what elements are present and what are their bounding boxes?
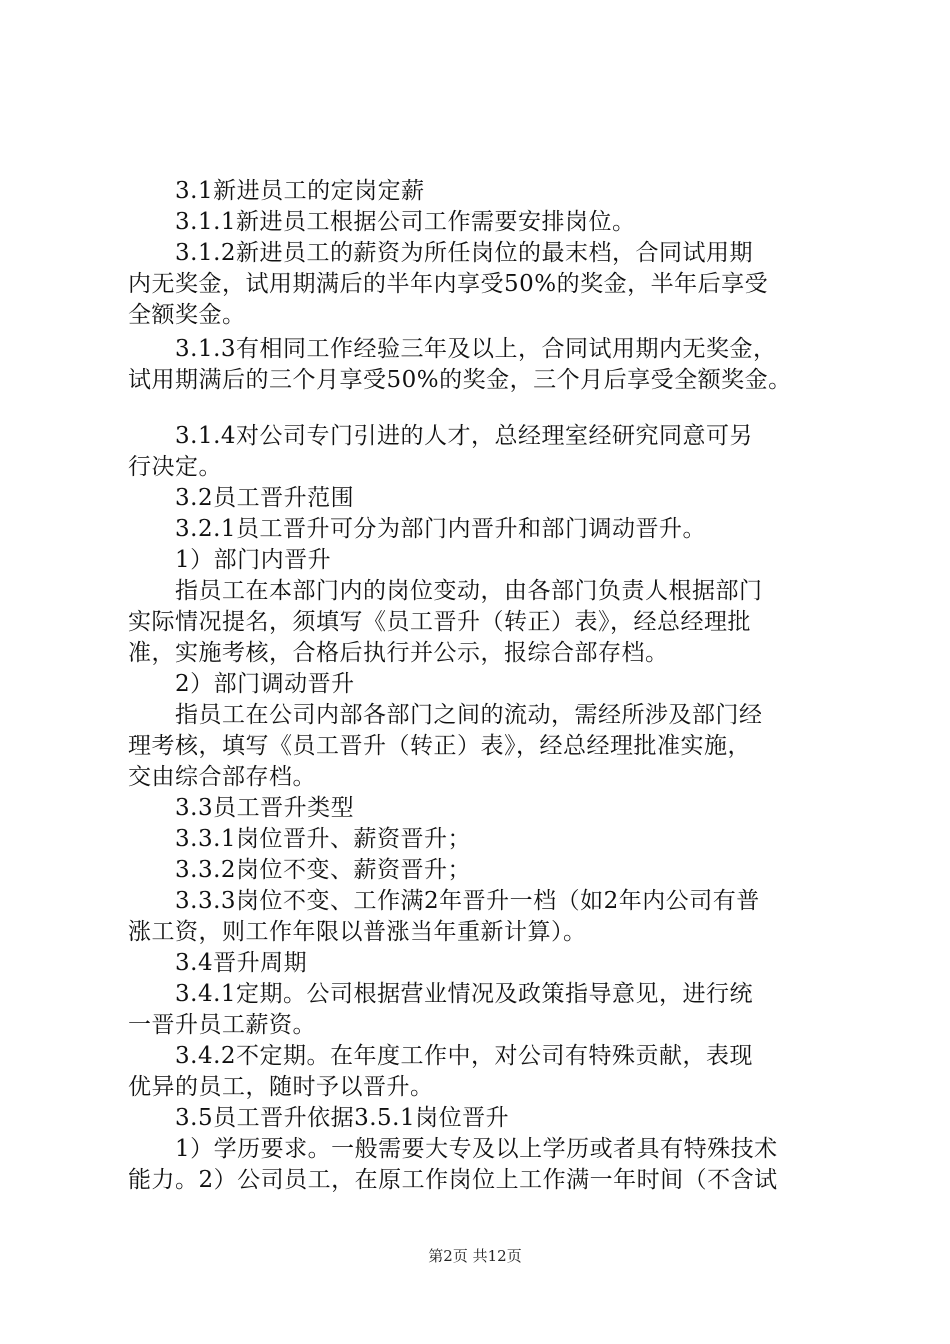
paragraph-line: 3.1.1新进员工根据公司工作需要安排岗位。 xyxy=(128,209,636,235)
page-number-footer: 第2页 共12页 xyxy=(428,1247,522,1265)
paragraph-line: 内无奖金，试用期满后的半年内享受50%的奖金，半年后享受 xyxy=(128,271,769,297)
paragraph-line: 2）部门调动晋升 xyxy=(128,671,355,697)
paragraph-line: 3.4.1定期。公司根据营业情况及政策指导意见，进行统 xyxy=(128,981,754,1007)
paragraph-line: 指员工在本部门内的岗位变动，由各部门负责人根据部门 xyxy=(128,578,763,604)
paragraph-line: 3.3员工晋升类型 xyxy=(128,795,355,821)
paragraph-line: 涨工资，则工作年限以普涨当年重新计算）。 xyxy=(128,919,587,945)
paragraph-line: 准，实施考核，合格后执行并公示，报综合部存档。 xyxy=(128,640,669,666)
paragraph-line: 3.1新进员工的定岗定薪 xyxy=(128,178,425,204)
paragraph-line: 3.3.3岗位不变、工作满2年晋升一档（如2年内公司有普 xyxy=(128,888,760,914)
paragraph-line: 3.3.2岗位不变、薪资晋升； xyxy=(128,857,472,883)
paragraph-line: 1）学历要求。一般需要大专及以上学历或者具有特殊技术 xyxy=(128,1136,778,1162)
paragraph-line: 3.1.3有相同工作经验三年及以上，合同试用期内无奖金， xyxy=(128,336,777,362)
paragraph-line: 1）部门内晋升 xyxy=(128,547,332,573)
paragraph-line: 试用期满后的三个月享受50%的奖金，三个月后享受全额奖金。 xyxy=(128,367,792,393)
paragraph-line: 3.3.1岗位晋升、薪资晋升； xyxy=(128,826,472,852)
paragraph-line: 全额奖金。 xyxy=(128,302,246,328)
paragraph-line: 3.5员工晋升依据3.5.1岗位晋升 xyxy=(128,1105,510,1131)
paragraph-line: 一晋升员工薪资。 xyxy=(128,1012,316,1038)
paragraph-line: 3.4晋升周期 xyxy=(128,950,308,976)
paragraph-line: 交由综合部存档。 xyxy=(128,764,316,790)
paragraph-line: 3.2员工晋升范围 xyxy=(128,485,355,511)
paragraph-line: 3.1.4对公司专门引进的人才，总经理室经研究同意可另 xyxy=(128,423,754,449)
paragraph-line: 3.1.2新进员工的薪资为所任岗位的最末档，合同试用期 xyxy=(128,240,754,266)
paragraph-line: 实际情况提名，须填写《员工晋升（转正）表》，经总经理批 xyxy=(128,609,751,635)
paragraph-line: 3.4.2不定期。在年度工作中，对公司有特殊贡献，表现 xyxy=(128,1043,754,1069)
paragraph-line: 3.2.1员工晋升可分为部门内晋升和部门调动晋升。 xyxy=(128,516,707,542)
paragraph-line: 能力。2）公司员工，在原工作岗位上工作满一年时间（不含试 xyxy=(128,1167,778,1193)
paragraph-line: 行决定。 xyxy=(128,454,222,480)
paragraph-line: 优异的员工，随时予以晋升。 xyxy=(128,1074,434,1100)
paragraph-line: 指员工在公司内部各部门之间的流动，需经所涉及部门经 xyxy=(128,702,763,728)
paragraph-line: 理考核，填写《员工晋升（转正）表》，经总经理批准实施， xyxy=(128,733,751,759)
